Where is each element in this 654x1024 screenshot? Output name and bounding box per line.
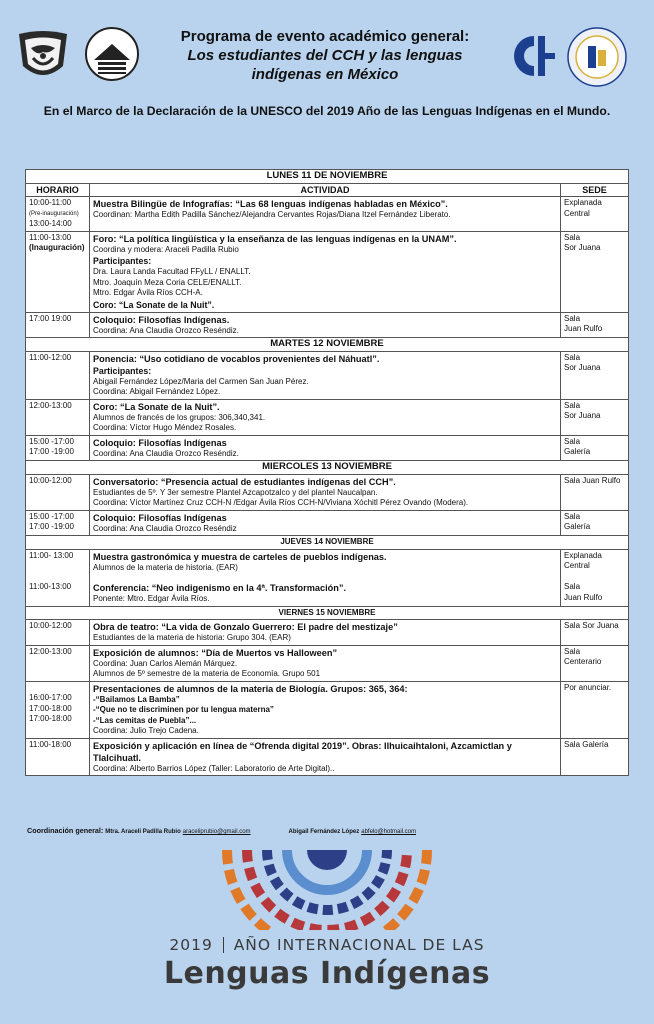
activity-line: Ponencia: “Uso cotidiano de vocablos provenientes del Náhuatl”. <box>93 353 380 364</box>
table-row <box>26 620 629 646</box>
activity-line: Conversatorio: “Presencia actual de estudiantes indígenas del CCH”. <box>93 476 396 487</box>
time-text: 13:00-14:00 <box>29 219 72 228</box>
activity-line: Muestra gastronómica y muestra de carteles de pueblos indígenas. <box>93 551 387 562</box>
venue-text: Juan Rulfo <box>564 592 603 602</box>
time-text: 12:00-13:00 <box>29 400 72 410</box>
activity-line: Coordina: Víctor Hugo Méndez Rosales. <box>93 423 237 432</box>
title-block <box>145 28 505 84</box>
time-text: (Pre-inauguración) <box>29 210 79 217</box>
day-header: MIERCOLES 13 NOVIEMBRE <box>26 461 629 475</box>
time-cell <box>26 435 90 461</box>
time-text: 12:00-13:00 <box>29 646 72 656</box>
time-text: 11:00-18:00 <box>29 739 72 749</box>
activity-line: Obra de teatro: “La vida de Gonzalo Guerrero: El padre del mestizaje” <box>93 622 398 632</box>
activity-line: Coordina: Juan Carlos Alemán Márquez. <box>93 658 238 668</box>
venue-text: Sor Juana <box>564 411 601 420</box>
table-row <box>26 197 629 232</box>
activity-line: Coloquio: Filosofías Indígenas <box>93 437 227 448</box>
activity-line: Coloquio: Filosofías Indígenas <box>93 512 227 523</box>
time-cell <box>26 549 90 606</box>
activity-line: Coloquio: Filosofías Indígenas. <box>93 314 230 325</box>
time-text: 10:00-11:00 <box>29 198 72 207</box>
time-cell <box>26 645 90 681</box>
venue-cell <box>561 312 629 338</box>
time-cell <box>26 620 90 646</box>
ch-logo <box>504 30 556 82</box>
time-text <box>29 572 86 583</box>
venue-cell <box>561 231 629 312</box>
table-row <box>26 681 629 738</box>
day-header: LUNES 11 DE NOVIEMBRE <box>26 170 629 184</box>
activity-cell <box>90 681 561 738</box>
day-header-row <box>26 461 629 475</box>
venue-text: Galería <box>564 447 591 456</box>
activity-line: Coordina: Abigail Fernández López. <box>93 387 221 396</box>
activity-line: Coro: “La Sonate de la Nuit”. <box>93 299 215 310</box>
activity-cell <box>90 231 561 312</box>
footer-coordination <box>27 826 416 835</box>
time-text: 17:00 -19:00 <box>29 447 74 456</box>
footer-email2[interactable]: abfelo@hotmail.com <box>361 829 417 835</box>
venue-text: Galería <box>564 522 591 531</box>
table-row <box>26 645 629 681</box>
table-row <box>26 312 629 338</box>
venue-text: Sor Juana <box>564 243 601 252</box>
activity-line: Estudiantes de 5º. Y 3er semestre Plantel Azcapotzalco y del plantel Naucalpan. <box>93 487 378 497</box>
activity-cell <box>90 549 561 606</box>
time-cell <box>26 738 90 776</box>
venue-text: Sala <box>564 436 581 446</box>
time-text: 16:00-17:00 <box>29 693 72 702</box>
venue-text: Juan Rulfo <box>564 324 603 333</box>
column-headers <box>26 183 629 197</box>
time-cell <box>26 231 90 312</box>
column-header: HORARIO <box>26 183 90 197</box>
activity-line: Exposición de alumnos: “Día de Muertos vs Halloween” <box>93 647 338 658</box>
time-cell <box>26 312 90 338</box>
time-text: (Inauguración) <box>29 243 85 252</box>
venue-cell <box>561 510 629 536</box>
lenguas-indigenas-title: Lenguas Indígenas <box>163 956 491 991</box>
activity-line: Mtro. Edgar Ávila Ríos CCH-A. <box>93 288 203 297</box>
activity-line: Coordinan: Martha Edith Padilla Sánchez/Alejandra Cervantes Rojas/Diana Itzel Fernández Liberato. <box>93 210 451 219</box>
day-header-row <box>26 338 629 352</box>
footer-name1: Mtra. Araceli Padilla Rubio <box>105 829 181 835</box>
time-text: 11:00- 13:00 <box>29 550 74 560</box>
footer-name2: Abigail Fernández López <box>288 829 360 835</box>
day-header: MARTES 12 NOVIEMBRE <box>26 338 629 352</box>
venue-text: Sala <box>564 352 581 362</box>
day-header: JUEVES 14 NOVIEMBRE <box>26 536 629 550</box>
activity-cell <box>90 399 561 435</box>
venue-cell <box>561 435 629 461</box>
venue-cell <box>561 681 629 738</box>
activity-line: Coordina: Alberto Barrios López (Taller: Laboratorio de Arte Digital).. <box>93 763 335 773</box>
unam-logo <box>12 26 74 86</box>
time-cell <box>26 399 90 435</box>
activity-line: Muestra Bilingüe de Infografías: “Las 68 lenguas indígenas habladas en México”. <box>93 199 448 209</box>
venue-text: Sala <box>564 313 581 323</box>
venue-cell <box>561 645 629 681</box>
time-text: 15:00 -17:00 <box>29 511 74 521</box>
activity-line: Presentaciones de alumnos de la materia de Biología. Grupos: 365, 364: <box>93 683 408 694</box>
time-text: 11:00-13:00 <box>29 582 72 591</box>
lenguas-indigenas-emblem <box>210 850 444 930</box>
activity-line: Coordina: Víctor Martínez Cruz CCH-N /Edgar Ávila Ríos CCH-N/Viviana Xóchitl Pérez Ovando (Modera). <box>93 498 469 507</box>
time-text: 11:00-13:00 <box>29 232 72 242</box>
activity-cell <box>90 645 561 681</box>
time-cell <box>26 351 90 399</box>
day-header-row <box>26 536 629 550</box>
activity-line: Foro: “La política lingüística y la enseñanza de las lenguas indígenas en la UNAM”. <box>93 233 457 244</box>
venue-cell <box>561 738 629 776</box>
table-row <box>26 351 629 399</box>
activity-line: Estudiantes de la materia de historia: Grupo 304. (EAR) <box>93 633 291 642</box>
venue-cell <box>561 351 629 399</box>
venue-text: Sala <box>564 582 581 591</box>
schedule-table <box>25 169 629 776</box>
day-header-row <box>26 170 629 184</box>
venue-text: Sala <box>564 232 581 242</box>
activity-line: Alumnos de francés de los grupos: 306,340,341. <box>93 412 266 422</box>
activity-line: -“Las cemitas de Puebla”... <box>93 715 197 725</box>
year-line <box>0 936 654 954</box>
activity-line: Mtro. Joaquín Meza Coria CELE/ENALLT. <box>93 277 242 287</box>
venue-text: Sala Galería <box>564 739 609 749</box>
venue-text: Sala Sor Juana <box>564 621 619 630</box>
activity-line: Exposición y aplicación en línea de “Ofrenda digital 2019”. Obras: Ilhuicaihtaloni, Azcamictlan y Tlalcihuatl. <box>93 740 512 763</box>
column-header: ACTIVIDAD <box>90 183 561 197</box>
table-row <box>26 549 629 606</box>
venue-text: Sala <box>564 511 581 521</box>
venue-text: Sala Juan Rulfo <box>564 475 621 485</box>
activity-line: Coro: “La Sonate de la Nuit”. <box>93 401 220 412</box>
title-line2: Los estudiantes del CCH y las lenguas <box>187 47 463 64</box>
activity-line: Ponente: Mtro. Edgar Ávila Ríos. <box>93 594 210 603</box>
venue-text: Sala <box>564 646 581 656</box>
year-text: 2019 <box>169 936 213 954</box>
activity-line: Alumnos de la materia de historia. (EAR) <box>93 562 238 572</box>
venue-text: Centerario <box>564 657 602 666</box>
time-text: 17:00 -19:00 <box>29 522 74 531</box>
venue-cell <box>561 197 629 232</box>
activity-line: -“Bailamos La Bamba” <box>93 694 180 704</box>
day-header: VIERNES 15 NOVIEMBRE <box>26 606 629 620</box>
activity-line <box>93 573 557 582</box>
activity-cell <box>90 351 561 399</box>
time-text: 10:00-12:00 <box>29 475 72 485</box>
activity-line: Dra. Laura Landa Facultad FFyLL / ENALLT. <box>93 267 251 276</box>
schedule-body <box>26 170 629 776</box>
activity-line: Participantes: <box>93 365 152 376</box>
venue-text: Sala <box>564 400 581 410</box>
cch-plantel-logo <box>566 26 628 88</box>
activity-cell <box>90 312 561 338</box>
venue-cell <box>561 549 629 606</box>
venue-text: Sor Juana <box>564 363 601 372</box>
subtitle: En el Marco de la Declaración de la UNESCO del 2019 Año de las Lenguas Indígenas en el Mundo. <box>43 104 611 118</box>
activity-line: Coordina: Ana Claudia Orozco Reséndiz <box>93 523 237 533</box>
venue-text: Central <box>564 561 590 570</box>
table-row <box>26 435 629 461</box>
activity-line: -“Que no te discriminen por tu lengua materna” <box>93 705 274 714</box>
activity-line: Coordina: Ana Claudia Orozco Reséndiz. <box>93 448 239 458</box>
time-text: 17:00-18:00 <box>29 714 72 723</box>
time-text <box>29 561 86 572</box>
footer-label: Coordinación general: <box>27 826 104 835</box>
time-text: 11:00-12:00 <box>29 352 72 362</box>
activity-line: Coordina: Ana Claudia Orozco Reséndiz. <box>93 325 239 335</box>
time-text: 17:00-18:00 <box>29 703 72 713</box>
colegio-ciencias-logo <box>78 24 146 84</box>
venue-text <box>564 572 625 583</box>
time-cell <box>26 510 90 536</box>
activity-cell <box>90 197 561 232</box>
header <box>0 0 654 100</box>
venue-text: Explanada <box>564 198 602 207</box>
time-cell <box>26 197 90 232</box>
activity-cell <box>90 474 561 510</box>
table-row <box>26 399 629 435</box>
time-text: 10:00-12:00 <box>29 621 72 630</box>
time-cell <box>26 681 90 738</box>
venue-cell <box>561 474 629 510</box>
title-line1: Programa de evento académico general: <box>180 28 470 45</box>
table-row <box>26 474 629 510</box>
activity-cell <box>90 435 561 461</box>
title-line3: indígenas en México <box>251 66 399 83</box>
activity-line: Abigail Fernández López/Maria del Carmen San Juan Pérez. <box>93 376 309 386</box>
column-header: SEDE <box>561 183 629 197</box>
table-row <box>26 738 629 776</box>
venue-text: Central <box>564 208 590 218</box>
table-row <box>26 231 629 312</box>
activity-line: Conferencia: “Neo indigenismo en la 4ª. Transformación”. <box>93 583 347 593</box>
venue-cell <box>561 620 629 646</box>
day-header-row <box>26 606 629 620</box>
activity-line: Alumnos de 5º semestre de la materia de Economía. Grupo 501 <box>93 669 321 678</box>
time-text: 15:00 -17:00 <box>29 436 74 446</box>
activity-cell <box>90 620 561 646</box>
activity-line: Participantes: <box>93 256 152 266</box>
footer-email1[interactable]: araceliprubio@gmail.com <box>182 829 251 835</box>
table-row <box>26 510 629 536</box>
time-text: 17:00 19:00 <box>29 313 72 323</box>
activity-cell <box>90 738 561 776</box>
venue-text: Explanada <box>564 550 602 560</box>
time-text <box>29 683 86 694</box>
activity-line: Coordina y modera: Araceli Padilla Rubio <box>93 244 239 254</box>
venue-cell <box>561 399 629 435</box>
venue-text: Por anunciar. <box>564 682 612 692</box>
year-line-text: AÑO INTERNACIONAL DE LAS <box>233 936 485 954</box>
time-cell <box>26 474 90 510</box>
activity-cell <box>90 510 561 536</box>
activity-line: Coordina: Julio Trejo Cadena. <box>93 726 199 735</box>
